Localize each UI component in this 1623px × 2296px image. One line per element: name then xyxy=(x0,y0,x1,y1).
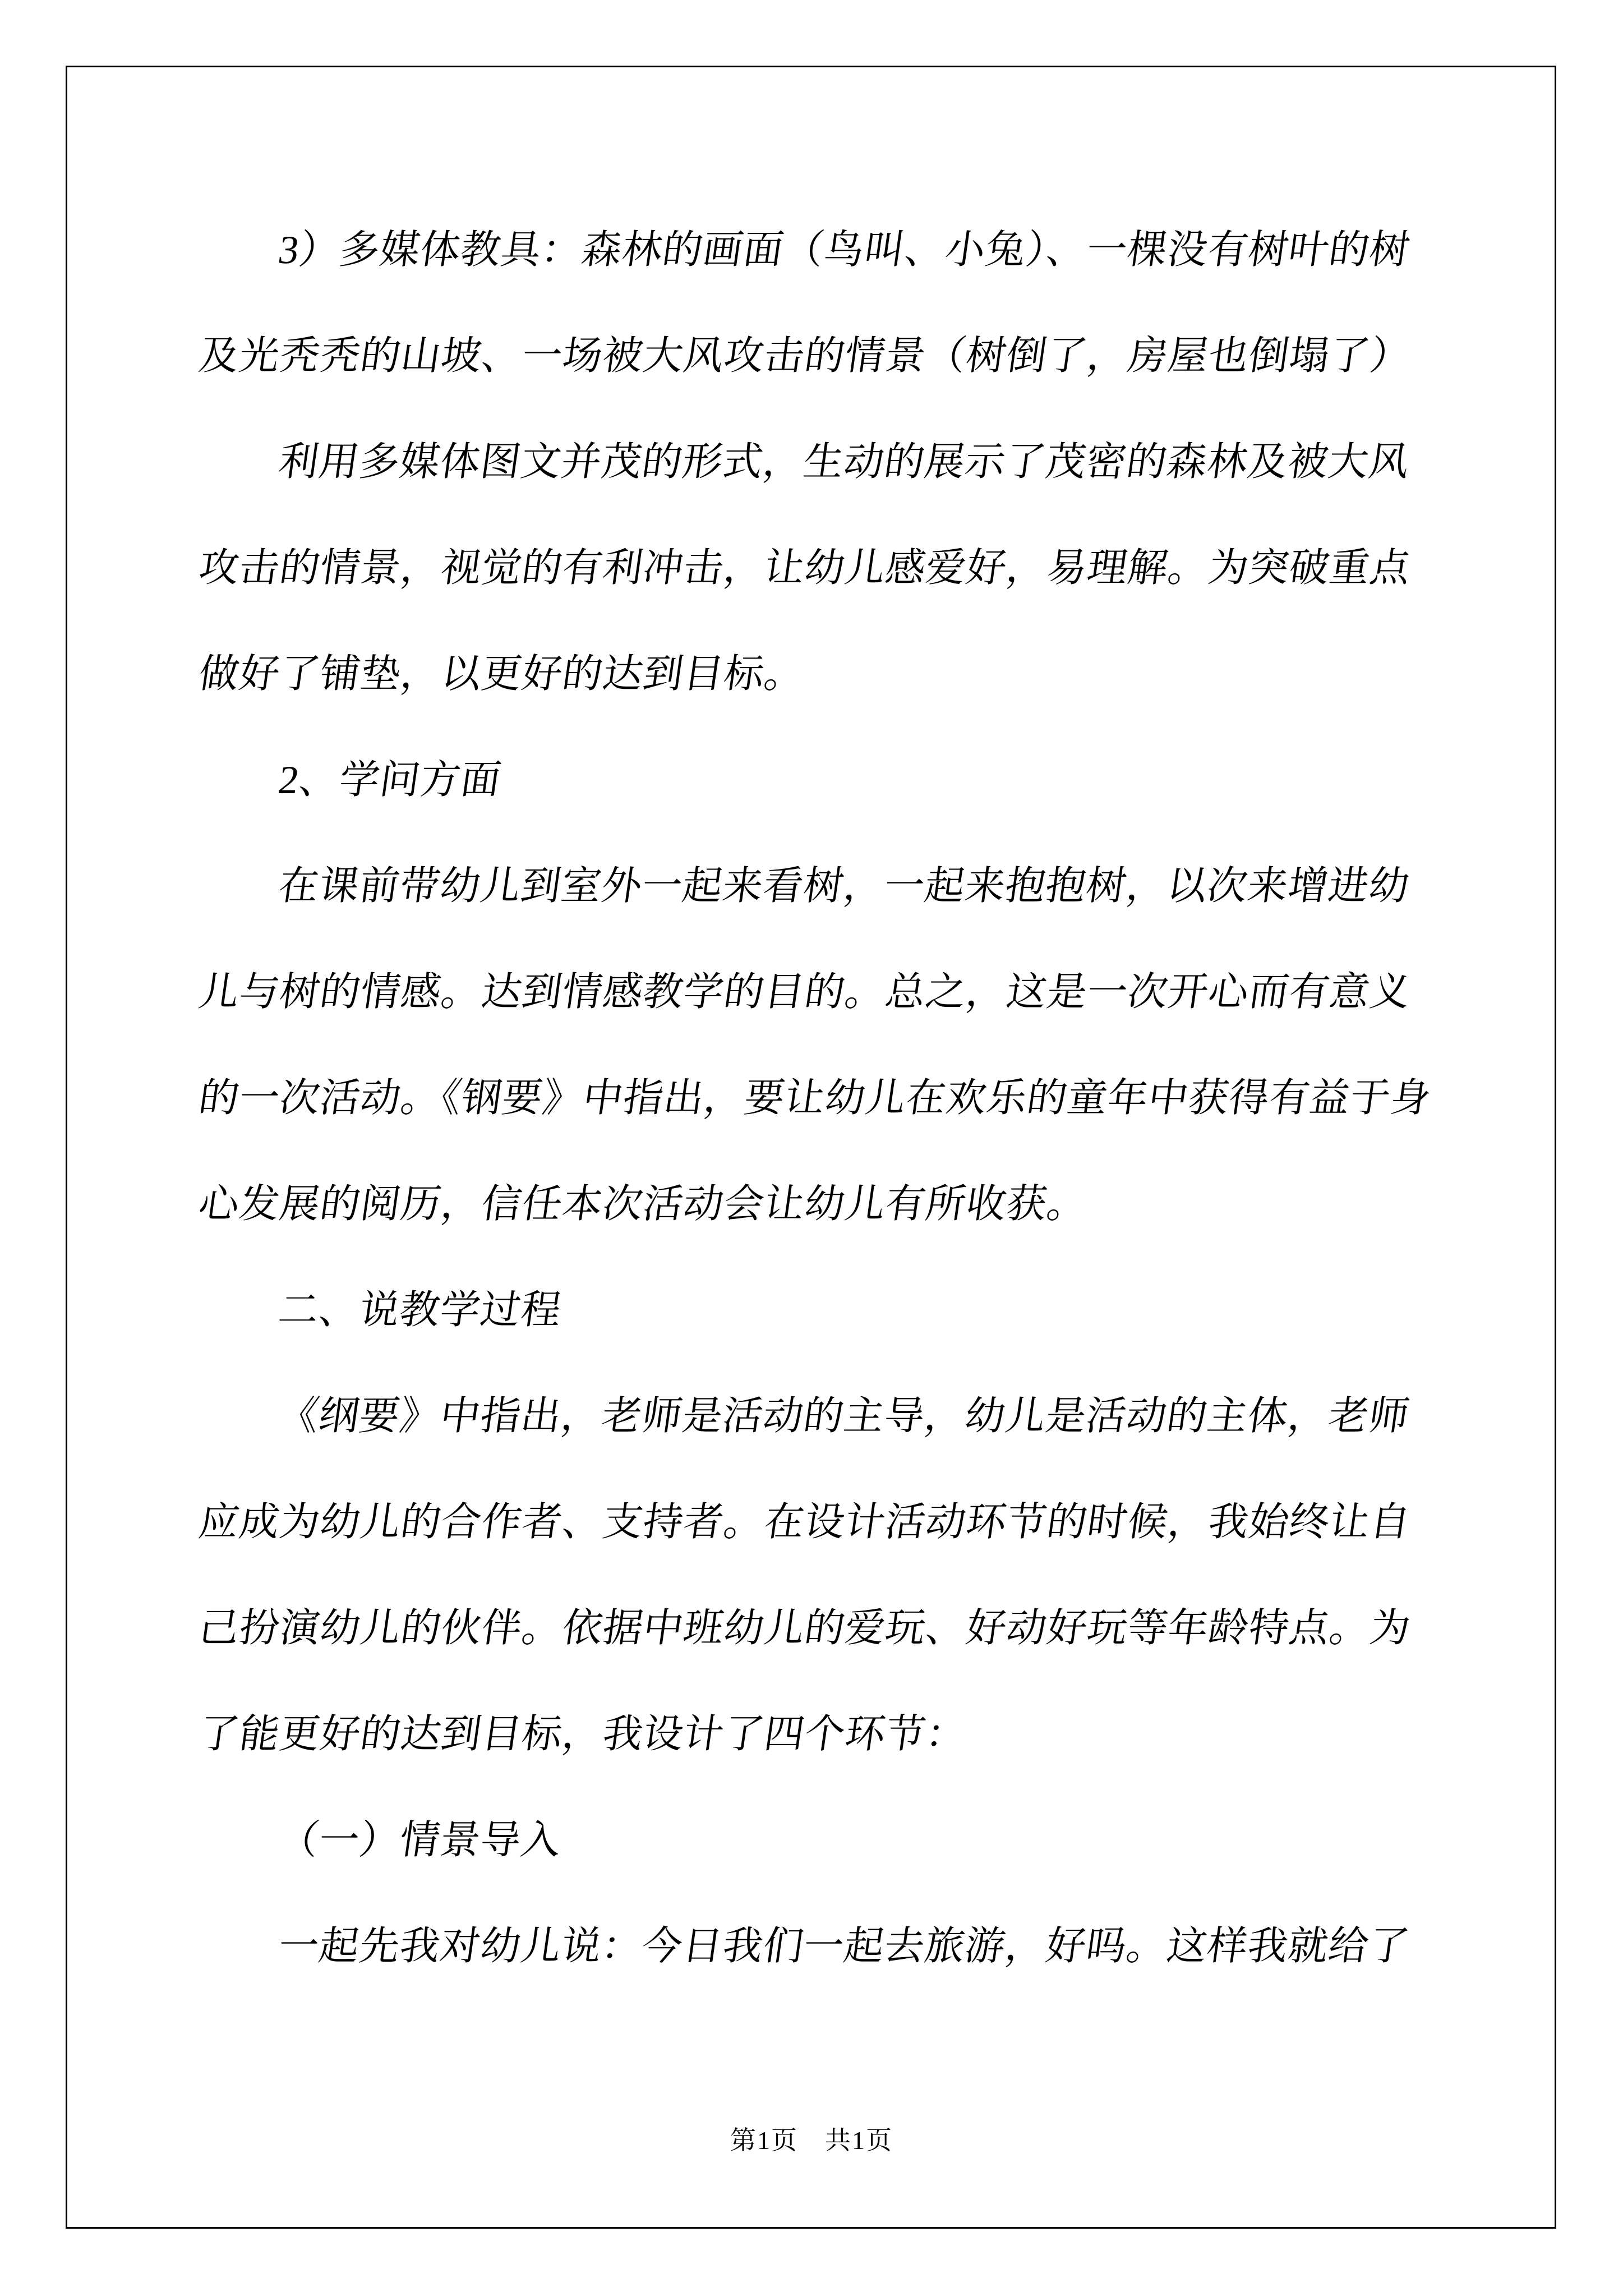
text-line: 2、学问方面 xyxy=(275,758,505,802)
text-line: （一）情景导入 xyxy=(275,1819,565,1862)
text-line: 及光秃秃的山坡、一场被大风攻击的情景（树倒了，房屋也倒塌了） xyxy=(196,334,1414,378)
text-line: 的一次活动。《钢要》中指出，要让幼儿在欢乐的童年中获得有益于身 xyxy=(196,1076,1435,1120)
text-line: 了能更好的达到目标，我设计了四个环节： xyxy=(196,1713,970,1756)
page-footer: 第1页 共1页 xyxy=(730,2126,893,2155)
text-line: 利用多媒体图文并茂的形式，生动的展示了茂密的森林及被大风 xyxy=(275,440,1413,484)
text-line: 做好了铺垫，以更好的达到目标。 xyxy=(196,652,808,696)
text-line: 应成为幼儿的合作者、支持者。在设计活动环节的时候，我始终让自 xyxy=(196,1501,1414,1544)
document-body xyxy=(196,197,1438,2000)
text-line: 二、说教学过程 xyxy=(275,1289,565,1332)
text-line: 儿与树的情感。达到情感教学的目的。总之，这是一次开心而有意义 xyxy=(196,970,1414,1014)
text-line: 3）多媒体教具：森林的画面（鸟叫、小兔）、一棵没有树叶的树 xyxy=(275,228,1413,272)
text-line: 己扮演幼儿的伙伴。依据中班幼儿的爱玩、好动好玩等年龄特点。为 xyxy=(196,1607,1414,1650)
text-line: 在课前带幼儿到室外一起来看树，一起来抱抱树，以次来增进幼 xyxy=(275,864,1413,908)
text-line: 一起先我对幼儿说：今日我们一起去旅游，好吗。这样我就给了 xyxy=(275,1925,1413,1968)
text-line: 《纲要》中指出，老师是活动的主导，幼儿是活动的主体，老师 xyxy=(275,1395,1413,1438)
text-line: 心发展的阅历，信任本次活动会让幼儿有所收获。 xyxy=(196,1182,1091,1226)
text-line: 攻击的情景，视觉的有利冲击，让幼儿感爱好，易理解。为突破重点 xyxy=(196,546,1414,590)
